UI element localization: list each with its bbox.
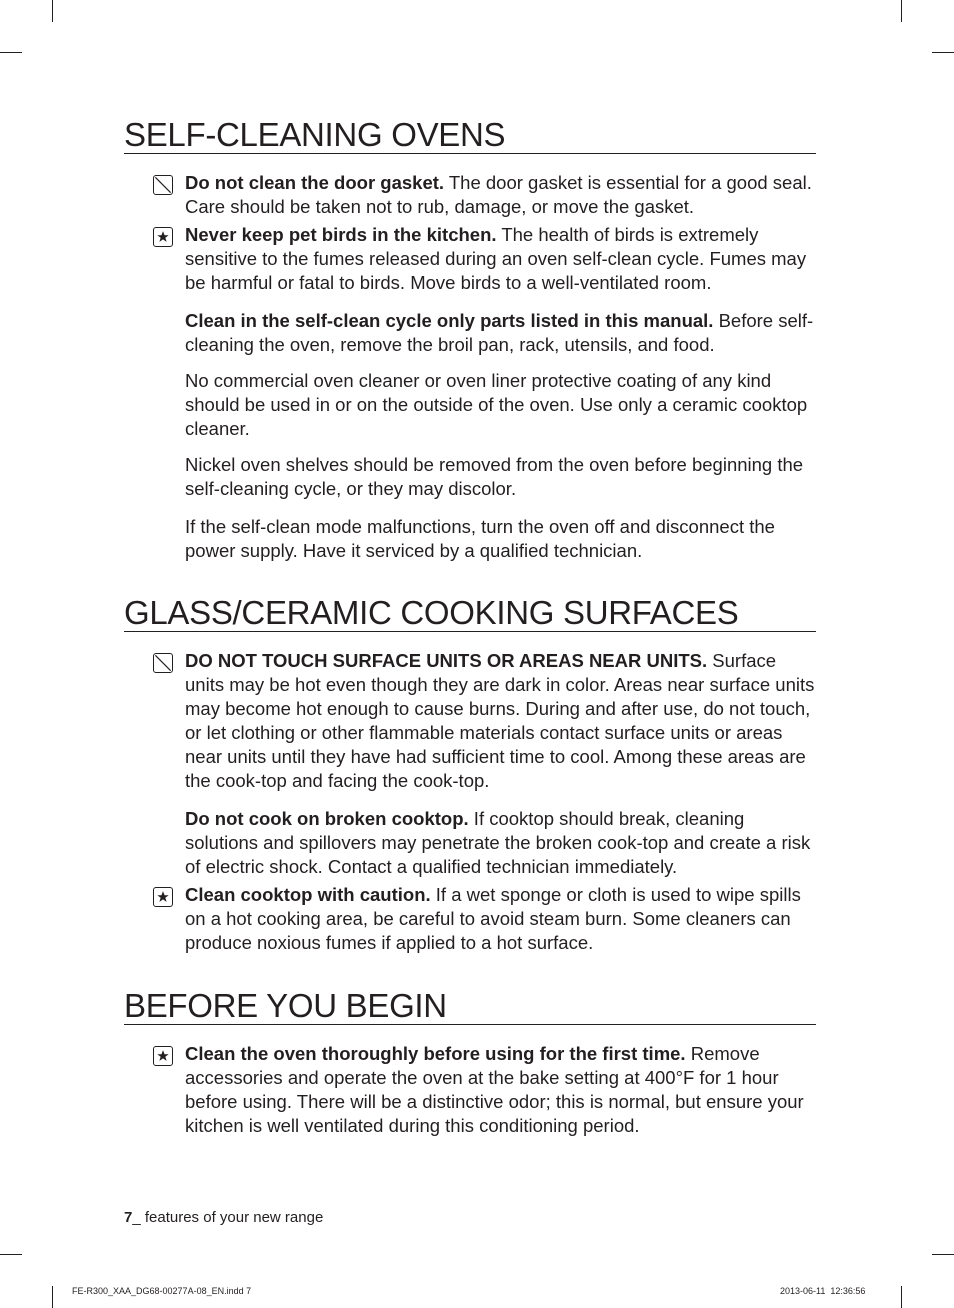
item-text: Remove accessories and operate the oven at the bake setting at 400°F for 1 hour before using. There will be a distinctive odor; this is normal, but ensure your kitchen is well ventilated during this conditioning period. (185, 1043, 804, 1136)
list-item (124, 883, 816, 955)
item-text: The health of birds is extremely sensitive to the fumes released during an oven self-clean cycle. Fumes may be harmful or fatal to birds. Move birds to a well-ventilated room. (185, 224, 807, 293)
list-item (124, 369, 816, 441)
section-before-you-begin (124, 988, 816, 1148)
item-lead: Do not clean the door gasket. (185, 172, 445, 193)
star-note-icon (153, 887, 173, 907)
item-text: Nickel oven shelves should be removed from the oven before beginning the self-cleaning cycle, or they may discolor. (185, 454, 804, 499)
page-footer (124, 1209, 323, 1226)
list-item (124, 309, 816, 357)
item-text: If cooktop should break, cleaning solutions and spillovers may penetrate the broken cook-top and create a risk of electric shock. Contact a qualified technician immediately. (185, 808, 811, 877)
item-text: Surface units may be hot even though they are dark in color. Areas near surface units may become hot enough to cause burns. During and after use, do not touch, or let clothing or other flammable materials contact surface units or areas near units until they have had sufficient time to cool. Among these areas are the cook-top and facing the cook-top. (185, 650, 815, 791)
crop-mark (0, 52, 22, 53)
item-lead: Clean the oven thoroughly before using for the first time. (185, 1043, 686, 1064)
item-text: No commercial oven cleaner or oven liner protective coating of any kind should be used in or on the outside of the oven. Use only a ceramic cooktop cleaner. (185, 370, 808, 439)
prohibited-icon (153, 653, 173, 673)
list-item (124, 223, 816, 295)
item-lead: Clean in the self-clean cycle only parts listed in this manual. (185, 310, 714, 331)
crop-mark (0, 1254, 22, 1255)
star-note-icon (153, 227, 173, 247)
section-self-cleaning-ovens (124, 117, 816, 573)
list-item (124, 171, 816, 219)
page-number: 7 (124, 1209, 133, 1226)
list-item (124, 649, 816, 793)
item-lead: DO NOT TOUCH SURFACE UNITS OR AREAS NEAR UNITS. (185, 650, 708, 671)
prohibited-icon (153, 175, 173, 195)
list-item (124, 1042, 816, 1138)
list-item (124, 453, 816, 501)
star-note-icon (153, 1046, 173, 1066)
crop-mark (901, 1286, 902, 1308)
item-text: If a wet sponge or cloth is used to wipe spills on a hot cooking area, be careful to avoid steam burn. Some cleaners can produce noxious fumes if applied to a hot surface. (185, 884, 801, 953)
item-lead: Never keep pet birds in the kitchen. (185, 224, 497, 245)
item-text: Before self-cleaning the oven, remove the broil pan, rack, utensils, and food. (185, 310, 814, 355)
item-lead: Clean cooktop with caution. (185, 884, 431, 905)
section-title: SELF-CLEANING OVENS (124, 117, 816, 154)
slug-file: FE-R300_XAA_DG68-00277A-08_EN.indd 7 (72, 1286, 252, 1296)
crop-mark (932, 52, 954, 53)
item-text: The door gasket is essential for a good seal. Care should be taken not to rub, damage, or move the gasket. (185, 172, 812, 217)
crop-mark (52, 1286, 53, 1308)
item-lead: Do not cook on broken cooktop. (185, 808, 469, 829)
list-item (124, 515, 816, 563)
section-glass-ceramic-cooking-surfaces (124, 595, 816, 965)
section-title: BEFORE YOU BEGIN (124, 988, 816, 1025)
slug-date: 2013-06-11 ⁭⁭ 12:36:56 (780, 1286, 866, 1296)
crop-mark (52, 0, 53, 22)
item-text: If the self-clean mode malfunctions, turn the oven off and disconnect the power supply. Have it serviced by a qualified technician. (185, 516, 775, 561)
crop-mark (901, 0, 902, 22)
section-title: GLASS/CERAMIC COOKING SURFACES (124, 595, 816, 632)
list-item (124, 807, 816, 879)
footer-text: _ features of your new range (132, 1209, 324, 1226)
crop-mark (932, 1254, 954, 1255)
